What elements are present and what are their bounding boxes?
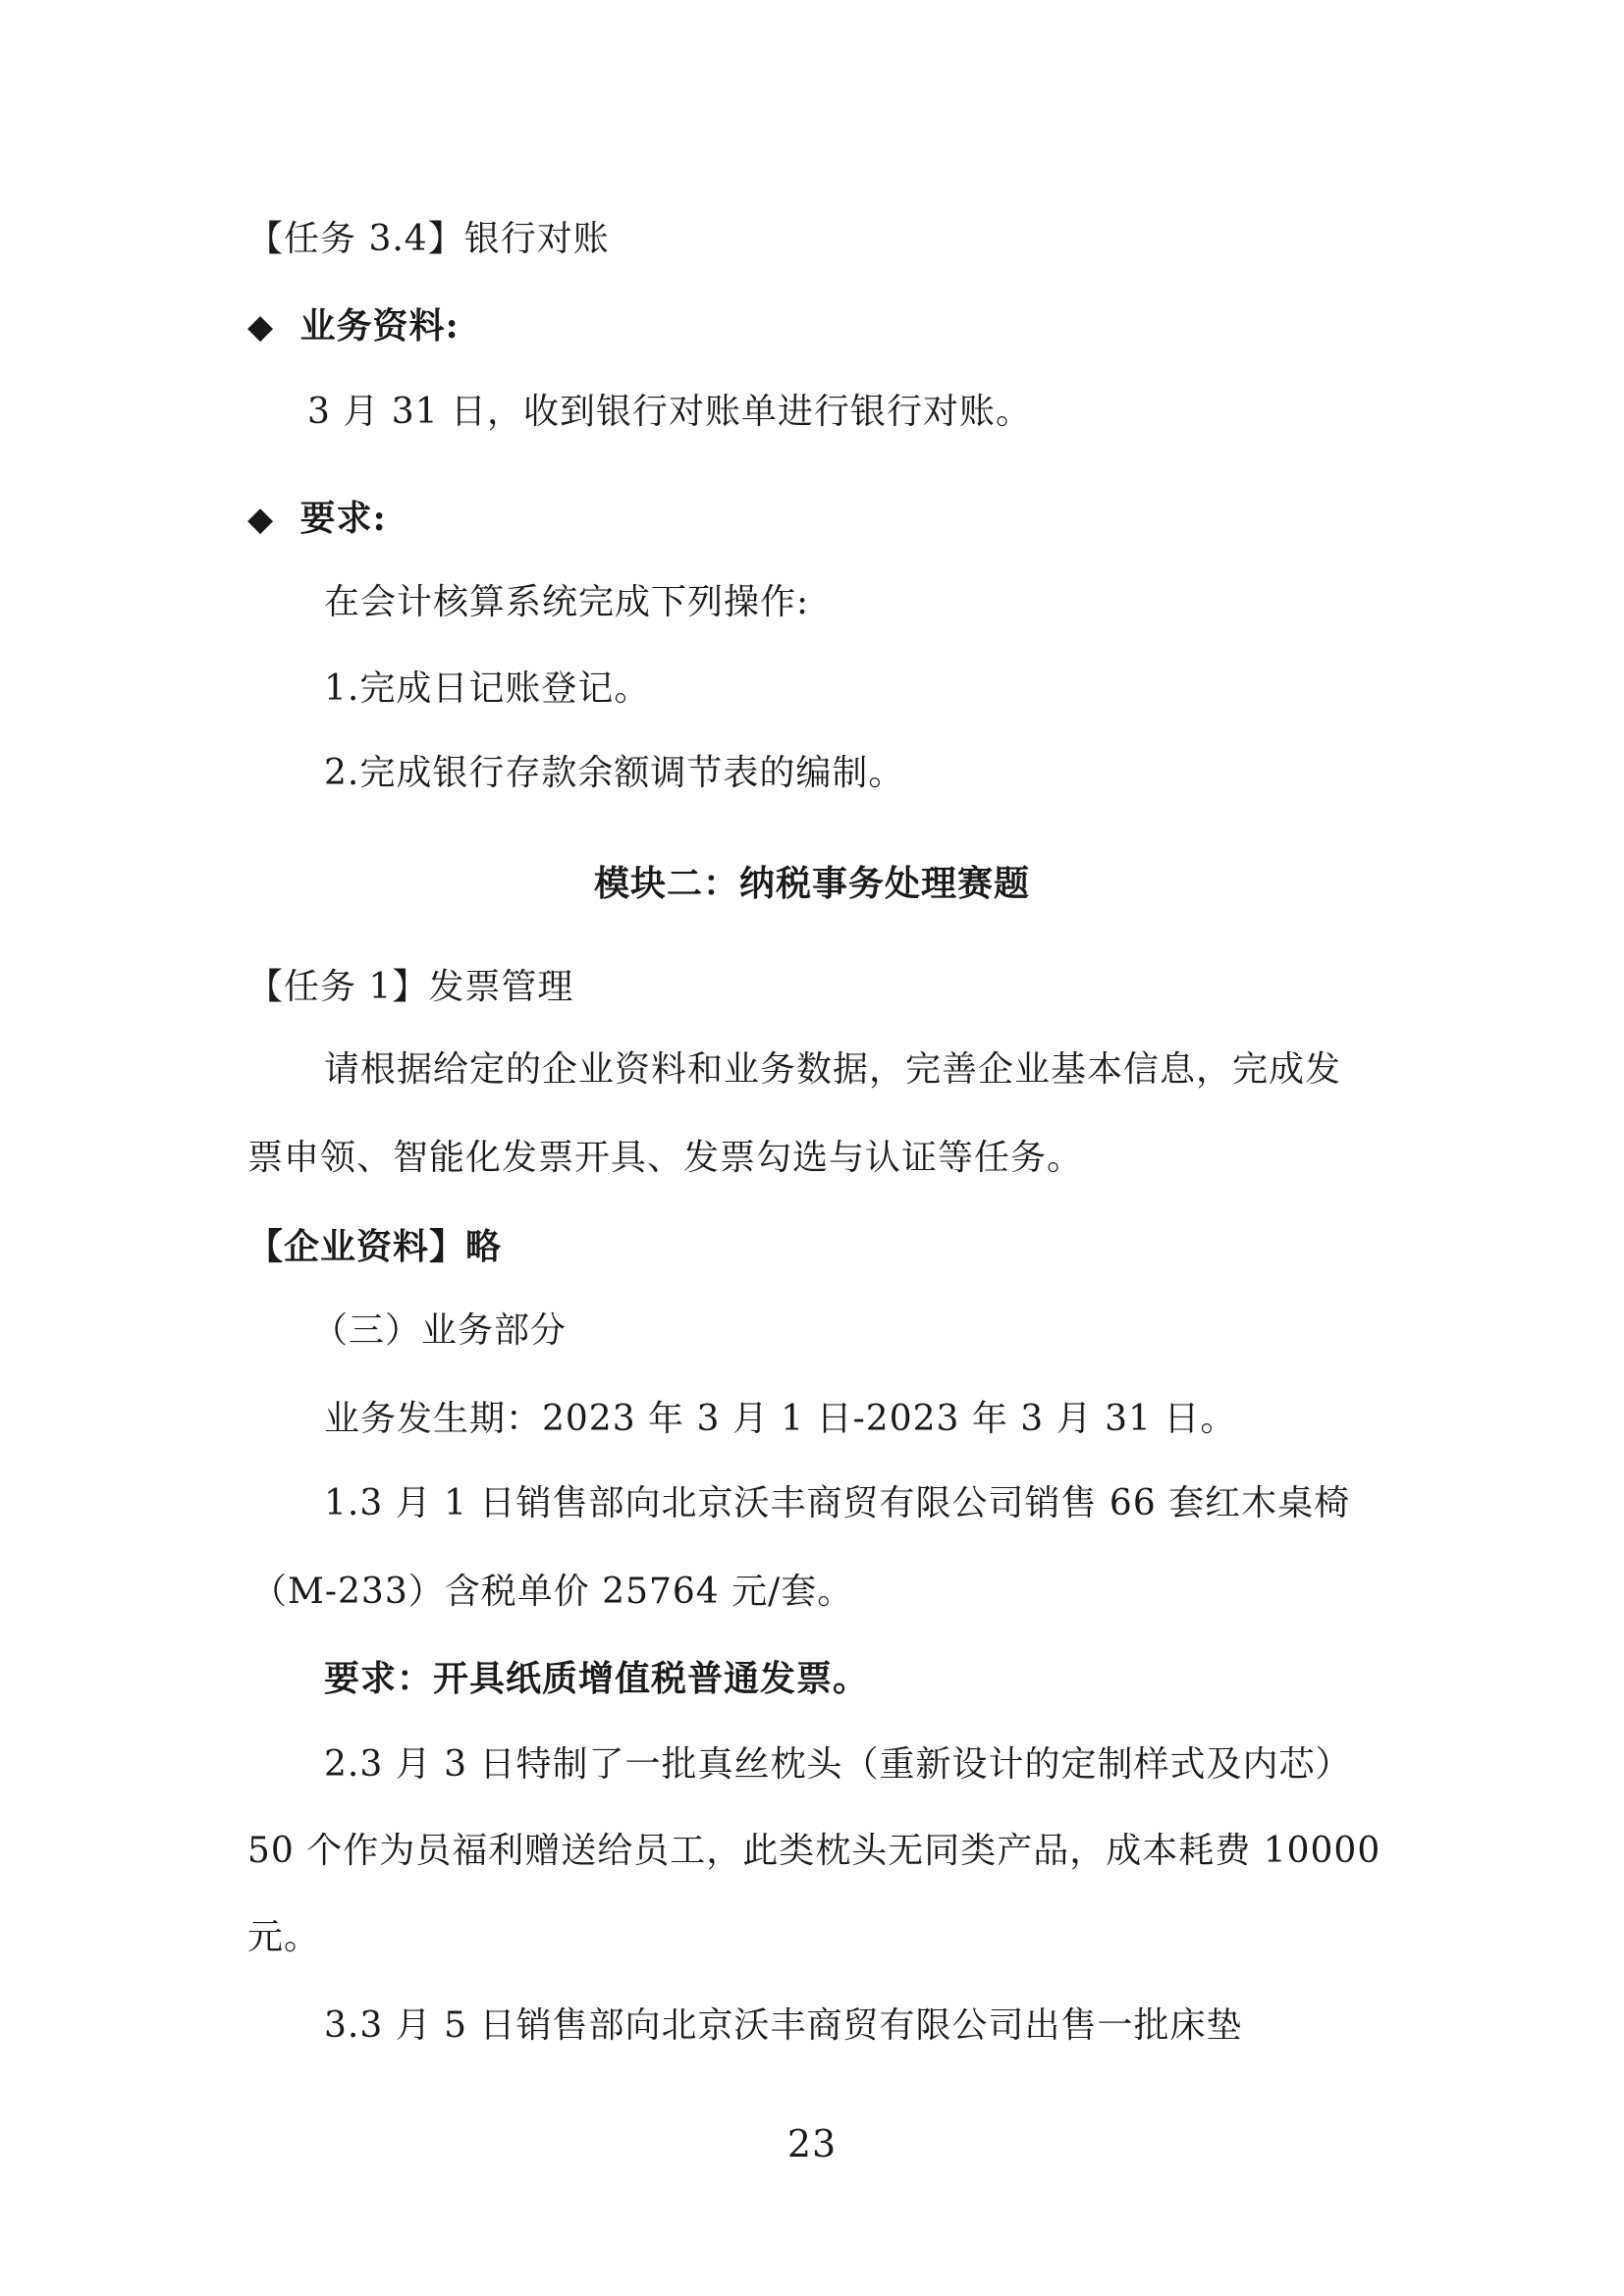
business-materials-text: 3 月 31 日，收到银行对账单进行银行对账。	[307, 392, 1033, 432]
item-3-line-1: 3.3 月 5 日销售部向北京沃丰商贸有限公司出售一批床垫	[324, 2005, 1243, 2046]
item-1-line-1: 1.3 月 1 日销售部向北京沃丰商贸有限公司销售 66 套红木桌椅	[324, 1483, 1351, 1523]
business-part-heading: （三）业务部分	[312, 1310, 568, 1351]
item-1-line-2: （M-233）含税单价 25764 元/套。	[251, 1572, 854, 1612]
requirement-item-2: 2.完成银行存款余额调节表的编制。	[324, 753, 905, 793]
business-materials-heading	[247, 302, 460, 350]
item-1-requirement: 要求：开具纸质增值税普通发票。	[324, 1658, 870, 1699]
requirement-item-1: 1.完成日记账登记。	[324, 668, 651, 709]
task-3-4-heading: 【任务 3.4】银行对账	[247, 219, 610, 259]
item-2-line-1: 2.3 月 3 日特制了一批真丝枕头（重新设计的定制样式及内芯）	[324, 1744, 1352, 1785]
business-period: 业务发生期：2023 年 3 月 1 日-2023 年 3 月 31 日。	[324, 1399, 1237, 1439]
diamond-bullet-icon: ◆	[247, 307, 275, 347]
task-1-heading: 【任务 1】发票管理	[247, 967, 574, 1007]
requirements-label: 要求:	[299, 498, 387, 539]
item-2-line-2: 50 个作为员福利赠送给员工，此类枕头无同类产品，成本耗费 10000	[247, 1831, 1381, 1871]
diamond-bullet-icon: ◆	[247, 500, 275, 539]
task-1-paragraph-line-1	[324, 1046, 1384, 1094]
company-materials-heading: 【企业资料】略	[247, 1226, 503, 1267]
business-materials-label: 业务资料:	[299, 305, 460, 347]
item-2-line-3: 元。	[247, 1917, 321, 1957]
requirements-intro: 在会计核算系统完成下列操作:	[324, 582, 810, 622]
requirements-heading	[247, 495, 387, 543]
module-title: 模块二：纳税事务处理赛题	[593, 863, 1030, 904]
task-1-paragraph-line-2: 票申领、智能化发票开具、发票勾选与认证等任务。	[247, 1138, 1084, 1178]
paragraph-text: 请根据给定的企业资料和业务数据，完善企业基本信息，完成发	[324, 1049, 1342, 1090]
page-number: 23	[786, 2122, 838, 2165]
